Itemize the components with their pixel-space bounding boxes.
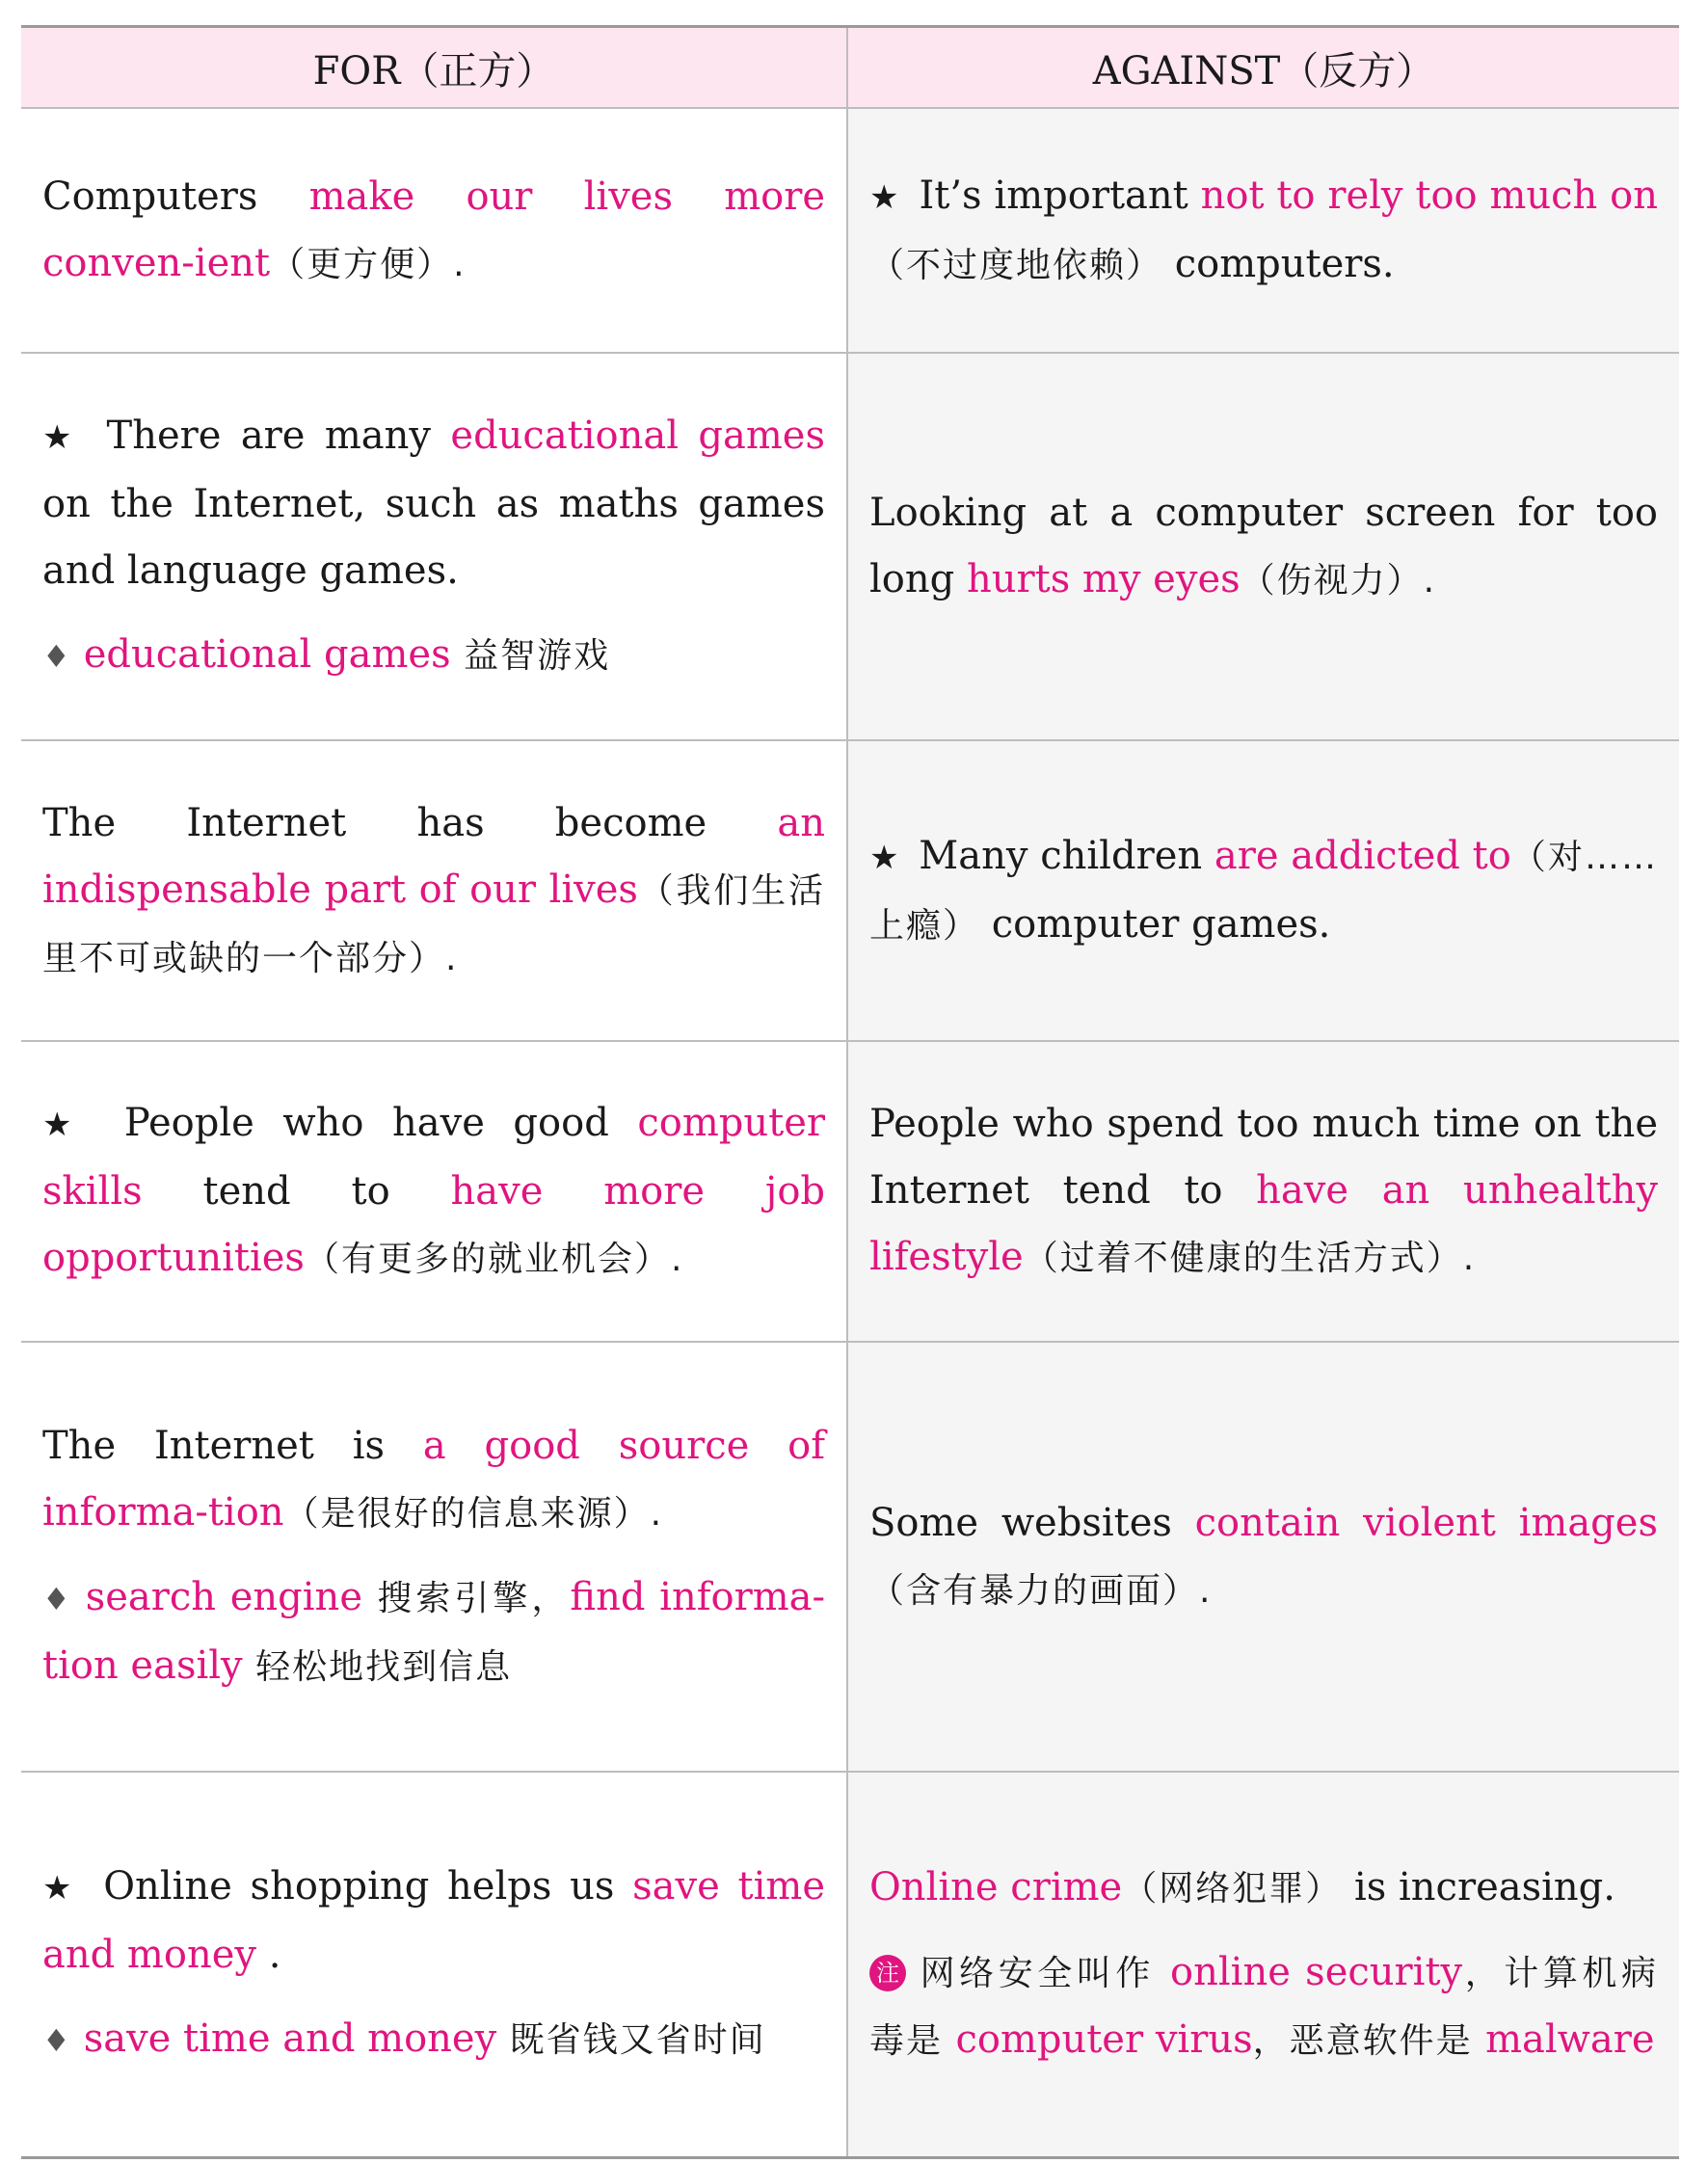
chinese-gloss: 轻松地找到信息 (242, 1647, 513, 1687)
chinese-gloss: （更方便）. (270, 244, 467, 284)
header-row (21, 27, 1679, 109)
highlight-phrase: have more job opportunities (42, 1169, 825, 1280)
against-cell (847, 1342, 1679, 1772)
vocab-term: find informa-tion easily (42, 1575, 826, 1688)
highlight-phrase: hurts my eyes (966, 556, 1241, 601)
vocab-term: search engine (85, 1575, 362, 1619)
highlight-phrase: educational games (450, 414, 825, 458)
chinese-gloss: （是很好的信息来源）. (283, 1494, 664, 1534)
highlight-phrase: a good source of informa-tion (42, 1424, 825, 1535)
vocab-term: save time and money (83, 2016, 497, 2062)
highlight-phrase: an indispensable part of our lives (42, 800, 825, 912)
note-badge-icon: 注 (869, 1955, 906, 1991)
star-icon: ★ (42, 1869, 78, 1909)
text: The Internet is (42, 1424, 423, 1468)
text: It’s important (906, 173, 1201, 218)
for-cell (21, 108, 847, 353)
vocab-term: educational games (83, 632, 451, 677)
chinese-gloss: （有更多的就业机会）. (304, 1240, 684, 1279)
chinese-gloss: （对……上瘾） (869, 837, 1658, 946)
text: The Internet has become (42, 800, 778, 845)
vocab-note (42, 622, 825, 690)
debate-table (21, 25, 1679, 2159)
text: Some websites (869, 1500, 1195, 1545)
vocab-term: malware (1485, 2016, 1655, 2062)
text: There are many (87, 414, 451, 458)
for-cell (21, 1041, 847, 1342)
for-cell (21, 1772, 847, 2157)
chinese-gloss: （网络犯罪） (1122, 1868, 1343, 1909)
tip-note (869, 1939, 1658, 2074)
chinese-gloss: 益智游戏 (450, 636, 611, 676)
chinese-gloss: （不过度地依赖） (869, 245, 1163, 285)
diamond-icon: ♦ (42, 2022, 70, 2060)
against-cell (847, 740, 1679, 1041)
highlight-phrase: not to rely too much on (1200, 173, 1658, 218)
diamond-icon: ♦ (42, 638, 70, 675)
table-row (21, 108, 1679, 353)
star-icon: ★ (42, 418, 80, 457)
text: Online shopping helps us (85, 1864, 633, 1909)
chinese-gloss: 搜索引擎， (362, 1579, 571, 1618)
vocab-note (42, 2006, 825, 2074)
table-row (21, 1041, 1679, 1342)
text: is increasing. (1342, 1864, 1615, 1909)
highlight-phrase: save time and money (42, 1864, 826, 1978)
chinese-gloss: （过着不健康的生活方式）. (1023, 1239, 1477, 1278)
text: Many children (906, 833, 1214, 878)
highlight-phrase: have an unhealthy lifestyle (869, 1168, 1658, 1279)
chinese-gloss: 网络安全叫作 (918, 1953, 1171, 1993)
highlight-phrase: are addicted to (1214, 833, 1511, 878)
diamond-icon: ♦ (42, 1581, 72, 1617)
table-row (21, 353, 1679, 740)
text: computer games. (979, 901, 1331, 947)
against-cell (847, 1041, 1679, 1342)
chinese-gloss: ，计算机病毒是 (869, 1953, 1658, 2061)
chinese-gloss: （我们生活里不可或缺的一个部分）. (42, 870, 825, 978)
vocab-term: computer virus (955, 2016, 1253, 2062)
chinese-gloss: ，恶意软件是 (1252, 2020, 1486, 2061)
chinese-gloss: （伤视力）. (1240, 560, 1437, 601)
text: People who spend too much time on the Internet tend to (869, 1102, 1658, 1213)
text: . (255, 1933, 281, 1978)
text: computers. (1162, 241, 1395, 286)
against-cell (847, 353, 1679, 740)
star-icon: ★ (869, 838, 899, 877)
vocab-note (42, 1564, 825, 1700)
vocab-term: online security (1170, 1949, 1463, 1994)
against-cell (847, 108, 1679, 353)
for-cell (21, 740, 847, 1041)
highlight-phrase: Online crime (869, 1864, 1123, 1909)
table-row (21, 1342, 1679, 1772)
highlight-phrase: contain violent images (1194, 1500, 1658, 1545)
for-cell (21, 1342, 847, 1772)
header-against: AGAINST（反方） (847, 27, 1679, 109)
text: People who have good (95, 1101, 638, 1145)
highlight-phrase: computer skills (42, 1101, 826, 1214)
text: on the Internet, such as maths games and language games. (42, 482, 825, 593)
highlight-phrase: make our lives more conven-ient (42, 174, 826, 285)
against-cell (847, 1772, 1679, 2157)
star-icon: ★ (869, 177, 899, 217)
text: Looking at a computer screen for too long (869, 490, 1658, 601)
table-row (21, 740, 1679, 1041)
chinese-gloss: 既省钱又省时间 (496, 2020, 766, 2061)
table-row (21, 1772, 1679, 2157)
chinese-gloss: （含有暴力的画面）. (869, 1570, 1213, 1611)
header-for: FOR（正方） (21, 27, 847, 109)
for-cell (21, 353, 847, 740)
text: Computers (42, 174, 309, 219)
star-icon: ★ (42, 1106, 89, 1144)
text: tend to (142, 1169, 451, 1214)
